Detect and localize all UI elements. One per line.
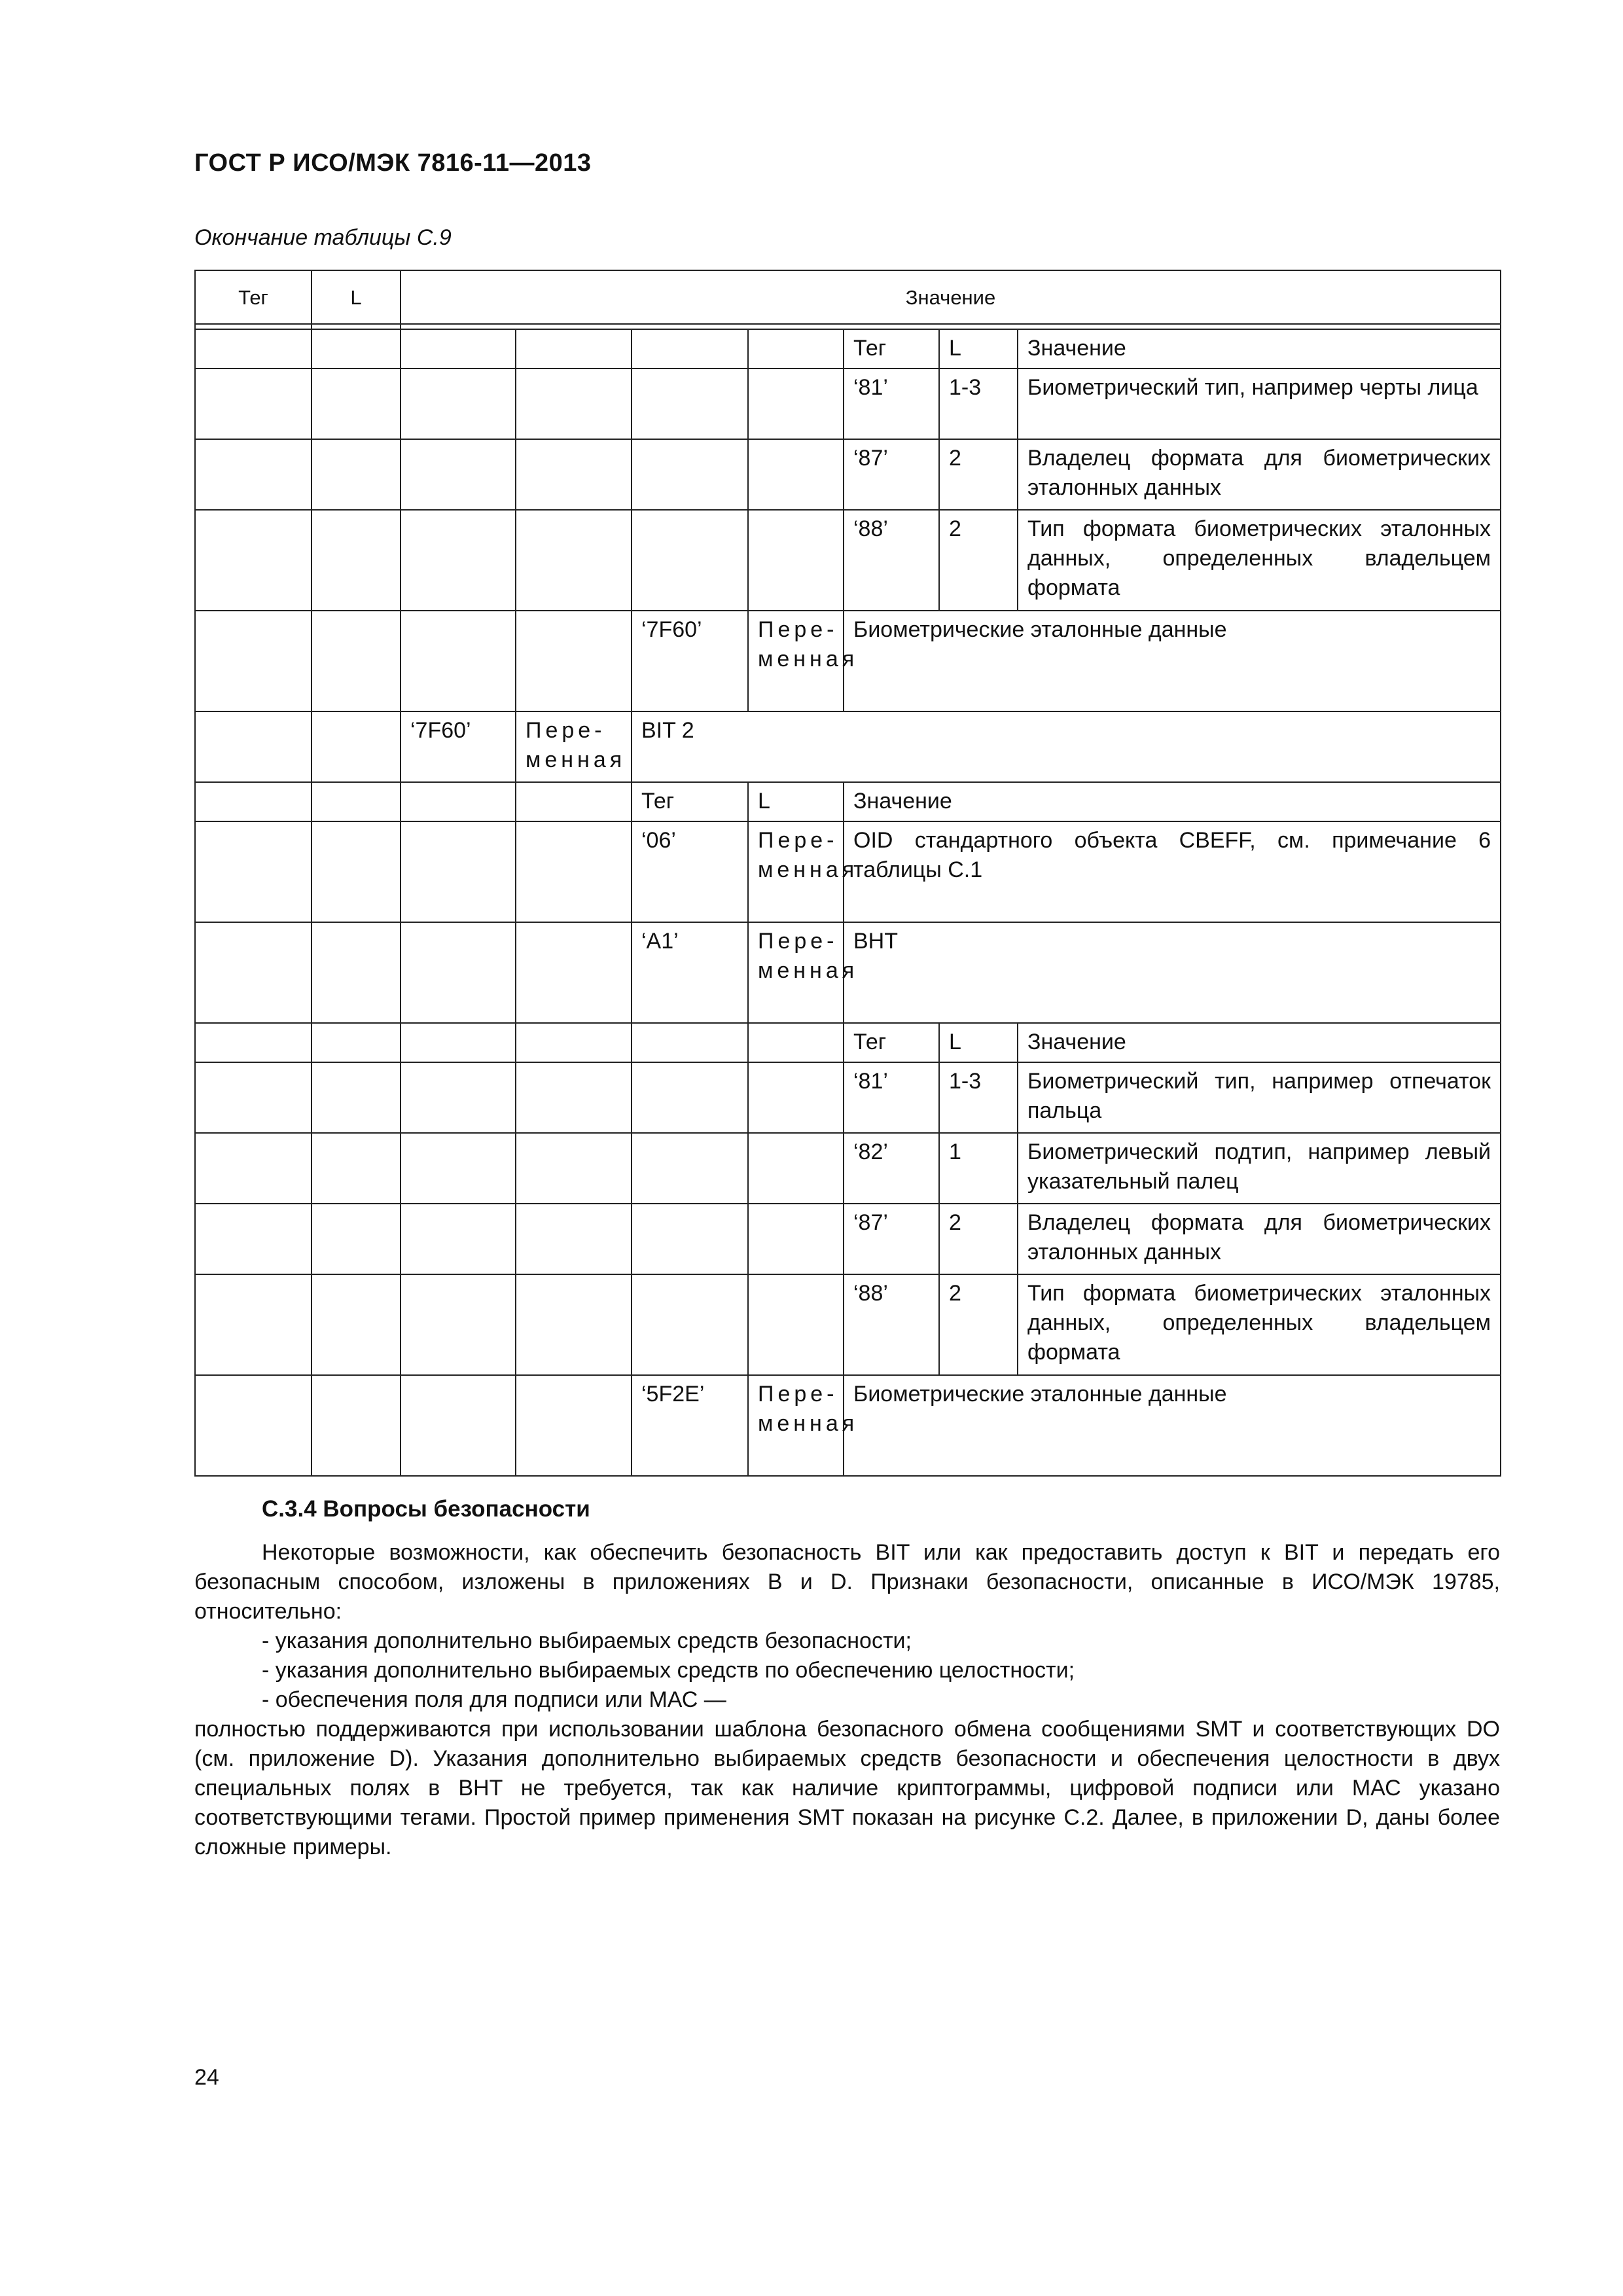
empty-cell — [401, 1133, 516, 1204]
empty-cell — [516, 782, 632, 821]
empty-cell — [312, 1062, 401, 1133]
empty-cell — [632, 1023, 748, 1062]
table-row — [195, 922, 1501, 1023]
empty-cell — [516, 1375, 632, 1476]
empty-cell — [401, 1023, 516, 1062]
table-row — [195, 782, 1501, 821]
value-cell: Владелец формата для биометрических эталонных данных — [1018, 1204, 1501, 1274]
empty-cell — [748, 1062, 844, 1133]
value-cell: Значение — [1018, 329, 1501, 368]
empty-cell — [401, 1204, 516, 1274]
length-cell: 2 — [939, 510, 1018, 611]
length-cell: 1 — [939, 1133, 1018, 1204]
value-cell: BHT — [844, 922, 1501, 1023]
table-row — [195, 1062, 1501, 1133]
table-caption: Окончание таблицы С.9 — [194, 225, 452, 250]
empty-cell — [401, 439, 516, 510]
table-row — [195, 1375, 1501, 1476]
empty-cell — [312, 922, 401, 1023]
tag-cell: ‘7F60’ — [632, 611, 748, 711]
tag-cell: ‘06’ — [632, 821, 748, 922]
empty-cell — [516, 1062, 632, 1133]
empty-cell — [748, 1133, 844, 1204]
value-cell: Биометрические эталонные данные — [844, 1375, 1501, 1476]
tag-cell: Тег — [844, 329, 939, 368]
empty-cell — [632, 1062, 748, 1133]
empty-cell — [312, 821, 401, 922]
empty-cell — [401, 821, 516, 922]
table-c9 — [194, 270, 1501, 1477]
empty-cell — [312, 1133, 401, 1204]
length-cell: Пере-менная — [748, 922, 844, 1023]
value-cell: Биометрический тип, например черты лица — [1018, 368, 1501, 439]
table-row — [195, 510, 1501, 611]
empty-cell — [516, 1133, 632, 1204]
empty-cell — [401, 1375, 516, 1476]
empty-cell — [748, 1204, 844, 1274]
tag-cell: Тег — [844, 1023, 939, 1062]
length-cell: 2 — [939, 1274, 1018, 1375]
empty-cell — [195, 711, 312, 782]
empty-cell — [312, 1204, 401, 1274]
table-row — [195, 821, 1501, 922]
empty-cell — [312, 711, 401, 782]
length-cell: 1-3 — [939, 1062, 1018, 1133]
empty-cell — [632, 1274, 748, 1375]
value-cell: Тип формата биометрических эталонных данных, определенных владельцем формата — [1018, 1274, 1501, 1375]
empty-cell — [632, 329, 748, 368]
empty-cell — [516, 439, 632, 510]
value-cell: Тип формата биометрических эталонных данных, определенных владельцем формата — [1018, 510, 1501, 611]
section-intro: Некоторые возможности, как обеспечить безопасность BIT или как предоставить доступ к BIT и передать его безопасным способом, изложены в приложениях В и D. Признаки безопасности, описанные в ИСО/МЭК 19785, относительно: — [194, 1540, 1500, 1624]
value-cell: OID стандартного объекта CBEFF, см. примечание 6 таблицы С.1 — [844, 821, 1501, 922]
empty-cell — [401, 510, 516, 611]
header-gap-row — [195, 324, 1501, 329]
empty-cell — [195, 611, 312, 711]
empty-cell — [312, 611, 401, 711]
empty-cell — [195, 510, 312, 611]
value-cell: Биометрический тип, например отпечаток пальца — [1018, 1062, 1501, 1133]
length-cell: L — [748, 782, 844, 821]
empty-cell — [312, 782, 401, 821]
header-tag: Тег — [195, 270, 312, 324]
table-header-row — [195, 270, 1501, 324]
table-row — [195, 1023, 1501, 1062]
length-cell: 2 — [939, 439, 1018, 510]
table-row — [195, 368, 1501, 439]
section-conclusion: полностью поддерживаются при использовании шаблона безопасного обмена сообщениями SMT и соответствующих DO (см. приложение D). Указания дополнительно выбираемых средств безопасности и обеспечения целостности в двух специальных полях в BHT не требуется, так как наличие криптограммы, цифровой подписи или МАС указано соответствующими тегами. Простой пример применения SMT показан на рисунке С.2. Далее, в приложении D, даны более сложные примеры. — [194, 1717, 1500, 1859]
tag-cell: ‘87’ — [844, 439, 939, 510]
table-row — [195, 1204, 1501, 1274]
empty-cell — [748, 1274, 844, 1375]
empty-cell — [401, 368, 516, 439]
empty-cell — [312, 439, 401, 510]
bullet-item: - указания дополнительно выбираемых средств безопасности; — [262, 1628, 912, 1653]
empty-cell — [401, 1274, 516, 1375]
tag-cell: ‘5F2E’ — [632, 1375, 748, 1476]
empty-cell — [516, 922, 632, 1023]
value-cell: Биометрические эталонные данные — [844, 611, 1501, 711]
empty-cell — [632, 1133, 748, 1204]
bullet-item: - обеспечения поля для подписи или МАС — — [262, 1687, 726, 1712]
table-body — [195, 270, 1501, 1476]
empty-cell — [195, 1274, 312, 1375]
tag-cell: ‘81’ — [844, 368, 939, 439]
empty-cell — [516, 510, 632, 611]
empty-cell — [401, 611, 516, 711]
length-cell: Пере-менная — [748, 611, 844, 711]
empty-cell — [195, 1062, 312, 1133]
empty-cell — [401, 782, 516, 821]
empty-cell — [312, 510, 401, 611]
empty-cell — [312, 1274, 401, 1375]
empty-cell — [748, 329, 844, 368]
table-row — [195, 611, 1501, 711]
document-header: ГОСТ Р ИСО/МЭК 7816-11—2013 — [194, 149, 592, 177]
empty-cell — [516, 821, 632, 922]
table-row — [195, 711, 1501, 782]
empty-cell — [312, 368, 401, 439]
empty-cell — [195, 821, 312, 922]
empty-cell — [748, 368, 844, 439]
empty-cell — [195, 1375, 312, 1476]
bullet-item: - указания дополнительно выбираемых средств по обеспечению целостности; — [262, 1658, 1075, 1683]
length-cell: 1-3 — [939, 368, 1018, 439]
empty-cell — [195, 782, 312, 821]
table-row — [195, 439, 1501, 510]
empty-cell — [632, 439, 748, 510]
tag-cell: ‘81’ — [844, 1062, 939, 1133]
tag-cell: Тег — [632, 782, 748, 821]
empty-cell — [401, 922, 516, 1023]
empty-cell — [195, 439, 312, 510]
empty-cell — [195, 1133, 312, 1204]
tag-cell: ‘7F60’ — [401, 711, 516, 782]
empty-cell — [516, 1204, 632, 1274]
table-row — [195, 329, 1501, 368]
empty-cell — [516, 329, 632, 368]
value-cell: Владелец формата для биометрических эталонных данных — [1018, 439, 1501, 510]
section-title: С.3.4 Вопросы безопасности — [262, 1496, 590, 1522]
section-body — [194, 1538, 1500, 1862]
tag-cell: ‘88’ — [844, 1274, 939, 1375]
empty-cell — [195, 368, 312, 439]
tag-cell: ‘87’ — [844, 1204, 939, 1274]
header-value: Значение — [401, 270, 1501, 324]
length-cell: 2 — [939, 1204, 1018, 1274]
empty-cell — [748, 439, 844, 510]
table-row — [195, 1133, 1501, 1204]
tag-cell: ‘88’ — [844, 510, 939, 611]
length-cell: L — [939, 1023, 1018, 1062]
empty-cell — [516, 368, 632, 439]
empty-cell — [401, 1062, 516, 1133]
tag-cell: ‘82’ — [844, 1133, 939, 1204]
length-cell: Пере-менная — [748, 1375, 844, 1476]
empty-cell — [195, 1023, 312, 1062]
header-length: L — [312, 270, 401, 324]
empty-cell — [195, 329, 312, 368]
empty-cell — [312, 1375, 401, 1476]
empty-cell — [195, 922, 312, 1023]
empty-cell — [195, 1204, 312, 1274]
empty-cell — [748, 510, 844, 611]
length-cell: Пере-менная — [516, 711, 632, 782]
value-cell: Значение — [1018, 1023, 1501, 1062]
empty-cell — [632, 368, 748, 439]
empty-cell — [516, 1023, 632, 1062]
page-number: 24 — [194, 2065, 219, 2090]
value-cell: Значение — [844, 782, 1501, 821]
empty-cell — [312, 1023, 401, 1062]
empty-cell — [516, 611, 632, 711]
table-row — [195, 1274, 1501, 1375]
length-cell: Пере-менная — [748, 821, 844, 922]
empty-cell — [748, 1023, 844, 1062]
value-cell: Биометрический подтип, например левый указательный палец — [1018, 1133, 1501, 1204]
length-cell: L — [939, 329, 1018, 368]
empty-cell — [516, 1274, 632, 1375]
empty-cell — [632, 1204, 748, 1274]
value-cell: BIT 2 — [632, 711, 1501, 782]
empty-cell — [401, 329, 516, 368]
empty-cell — [312, 329, 401, 368]
tag-cell: ‘A1’ — [632, 922, 748, 1023]
empty-cell — [632, 510, 748, 611]
